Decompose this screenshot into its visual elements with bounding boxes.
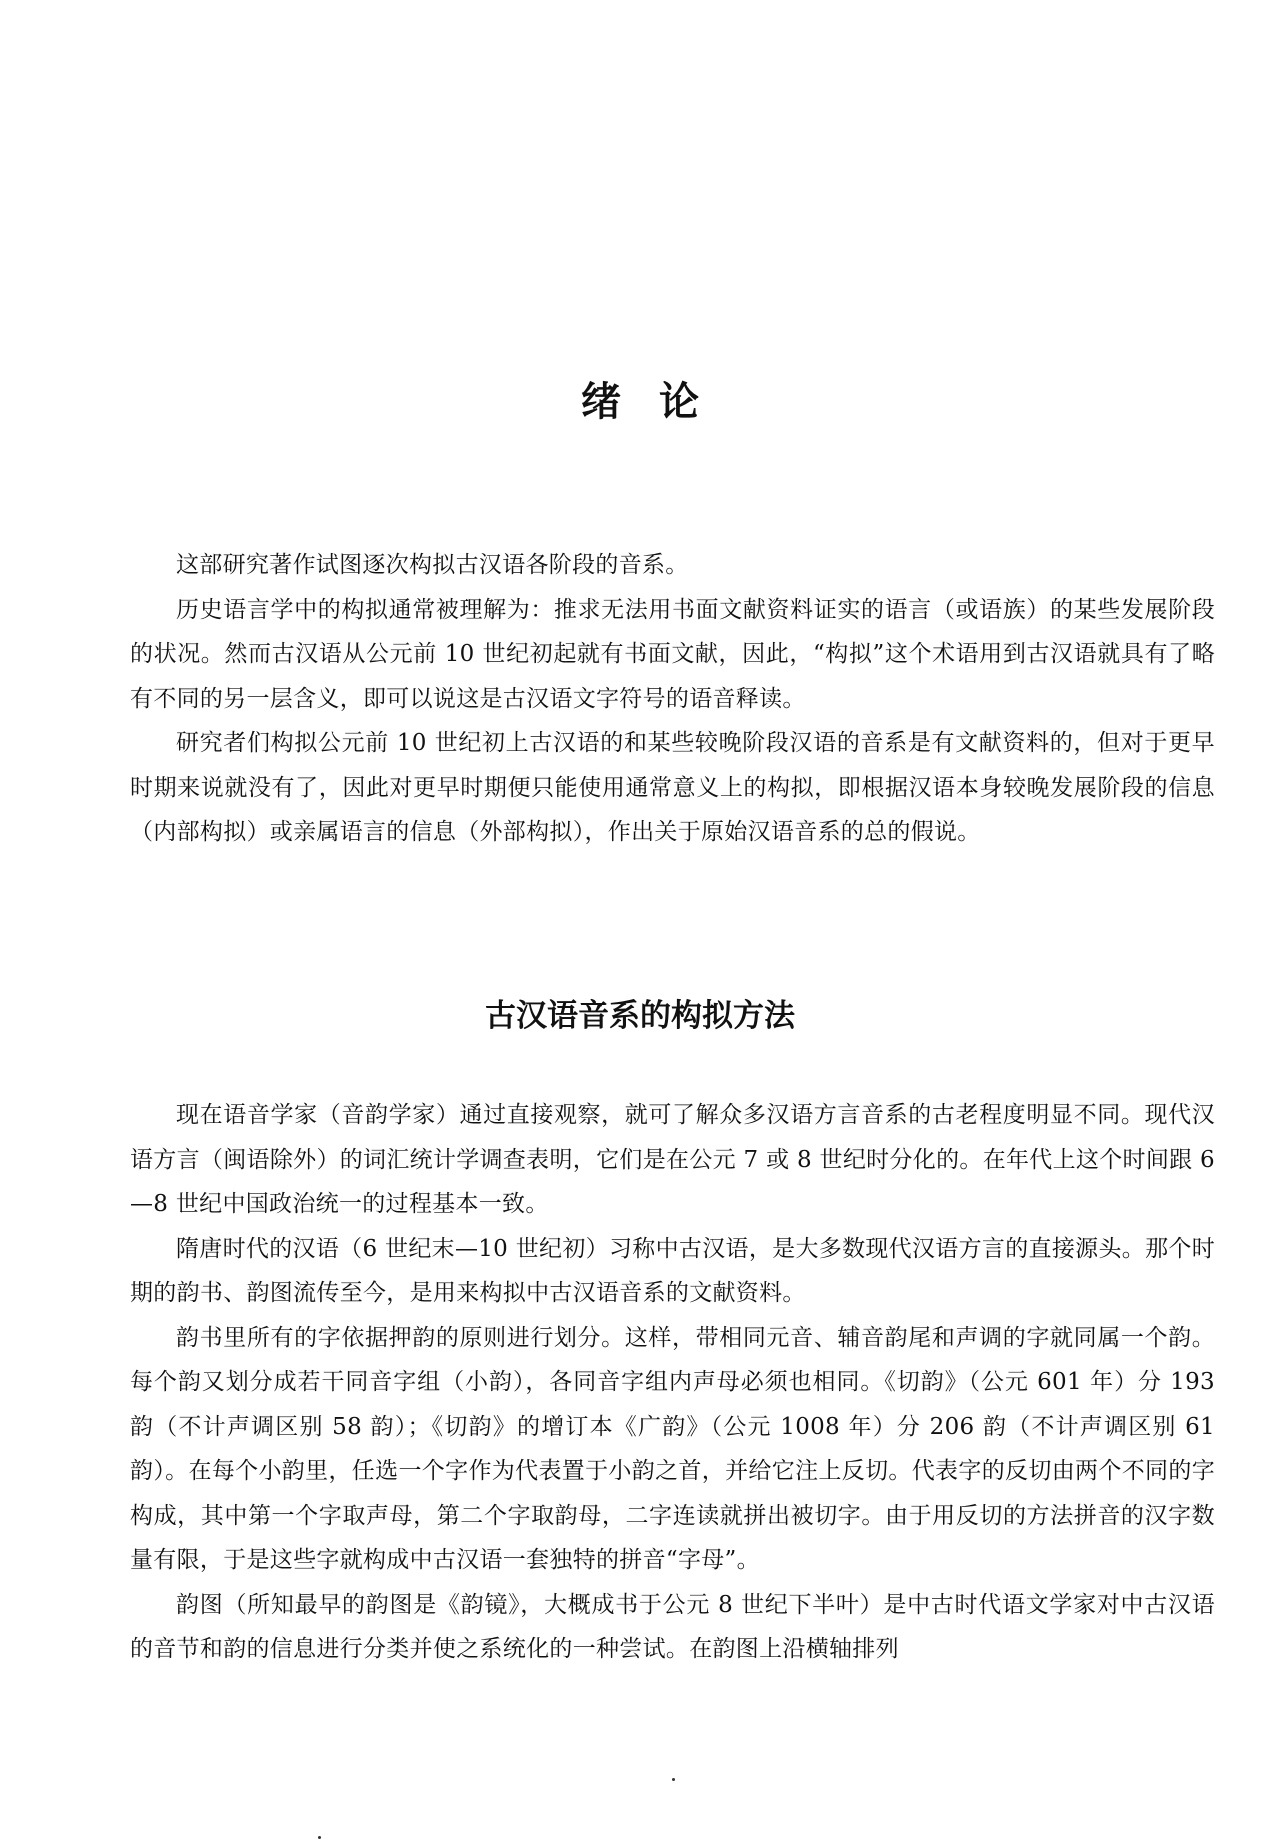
scan-speck [318, 1836, 321, 1839]
scan-speck [672, 1778, 675, 1781]
section-paragraph: 韵图（所知最早的韵图是《韵镜》，大概成书于公元 8 世纪下半叶）是中古时代语文学家对中古汉语的音节和韵的信息进行分类并使之系统化的一种尝试。在韵图上沿横轴排列 [130, 1591, 1215, 1662]
intro-paragraph: 研究者们构拟公元前 10 世纪初上古汉语的和某些较晚阶段汉语的音系是有文献资料的，但对于更早时期来说就没有了，因此对更早时期便只能使用通常意义上的构拟，即根据汉语本身较晚发展阶段的信息（内部构拟）或亲属语言的信息（外部构拟），作出关于原始汉语音系的总的假说。 [130, 730, 1215, 845]
intro-body [130, 543, 1215, 855]
chapter-title: 绪论 [581, 379, 737, 425]
section-paragraph: 隋唐时代的汉语（6 世纪末—10 世纪初）习称中古汉语，是大多数现代汉语方言的直接源头。那个时期的韵书、韵图流传至今，是用来构拟中古汉语音系的文献资料。 [130, 1235, 1215, 1306]
section-body [130, 1093, 1215, 1672]
intro-paragraph: 这部研究著作试图逐次构拟古汉语各阶段的音系。 [176, 552, 689, 578]
intro-paragraph: 历史语言学中的构拟通常被理解为：推求无法用书面文献资料证实的语言（或语族）的某些发展阶段的状况。然而古汉语从公元前 10 世纪初起就有书面文献，因此，“构拟”这个术语用到古汉语就具有了略有不同的另一层含义，即可以说这是古汉语文字符号的语音释读。 [130, 596, 1215, 712]
section-paragraph: 韵书里所有的字依据押韵的原则进行划分。这样，带相同元音、辅音韵尾和声调的字就同属一个韵。每个韵又划分成若干同音字组（小韵），各同音字组内声母必须也相同。《切韵》（公元 601 年）分 193 韵（不计声调区别 58 韵）；《切韵》的增订本《广韵》（公元 1008 年）分 206 韵（不计声调区别 61 韵）。在每个小韵里，任选一个字作为代表置于小韵之首，并给它注上反切。代表字的反切由两个不同的字构成，其中第一个字取声母，第二个字取韵母，二字连读就拼出被切字。由于用反切的方法拼音的汉字数量有限，于是这些字就构成中古汉语一套独特的拼音“字母”。 [130, 1324, 1215, 1573]
section-title: 古汉语音系的构拟方法 [485, 998, 795, 1034]
section-paragraph: 现在语音学家（音韵学家）通过直接观察，就可了解众多汉语方言音系的古老程度明显不同。现代汉语方言（闽语除外）的词汇统计学调查表明，它们是在公元 7 或 8 世纪时分化的。在年代上这个时间跟 6—8 世纪中国政治统一的过程基本一致。 [130, 1102, 1215, 1217]
